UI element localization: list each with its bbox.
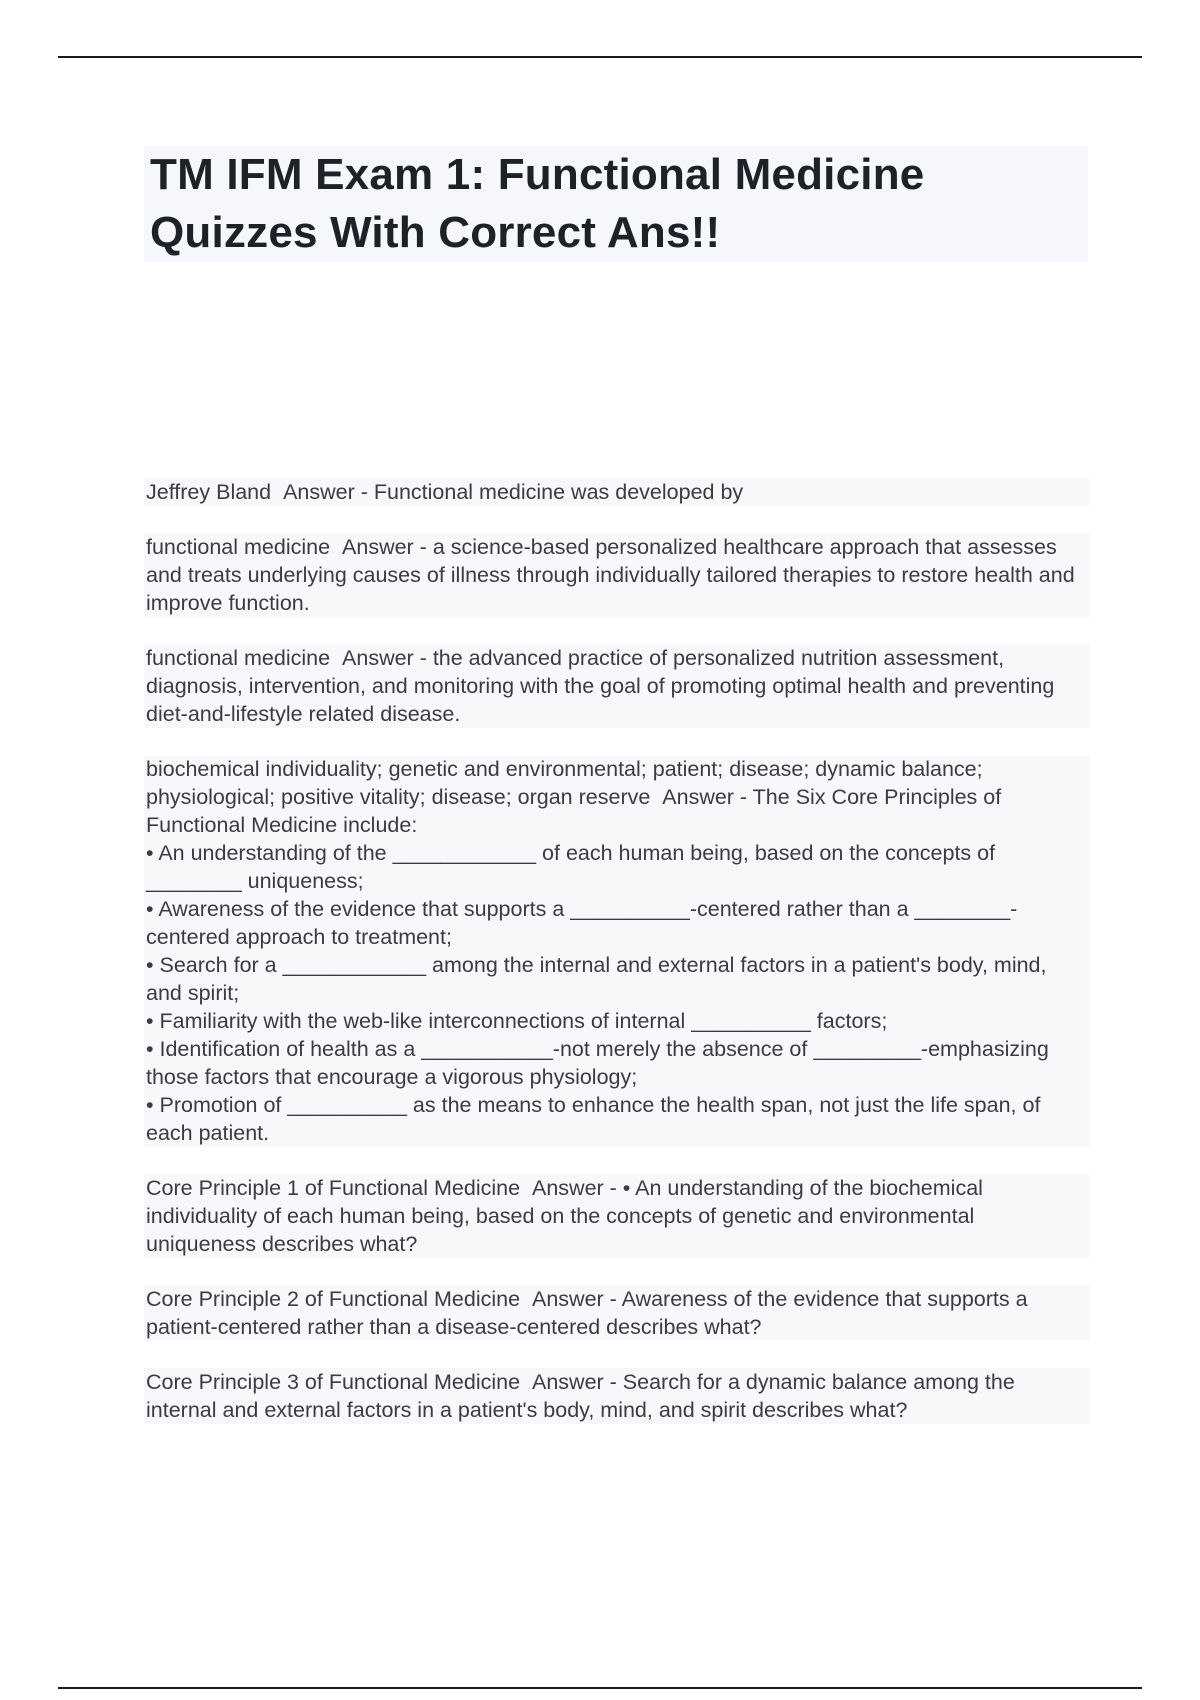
header-rule [58,56,1142,58]
entry-term: functional medicine [146,535,331,559]
entry-answer: Answer - Awareness of the evidence that supports a patient-centered rather than a disease-centered describes what? [146,1287,1028,1339]
flashcard-entry-1 [144,478,1090,506]
bullet-item: • Promotion of __________ as the means to enhance the health span, not just the life span, of each patient. [146,1093,1041,1145]
flashcard-entry-6 [144,1285,1090,1341]
title-line-2: Quizzes With Correct Ans!! [150,208,721,257]
entry-term: functional medicine [146,646,331,670]
entry-term: Jeffrey Bland [146,480,272,504]
entry-answer: Answer - Search for a dynamic balance among the internal and external factors in a patient's body, mind, and spirit describes what? [146,1370,1015,1422]
entry-answer: Answer - The Six Core Principles of Functional Medicine include: [146,785,1002,837]
bullet-item: • Familiarity with the web-like interconnections of internal __________ factors; [146,1009,888,1033]
entry-term: Core Principle 2 of Functional Medicine [146,1287,521,1311]
bullet-item: • Awareness of the evidence that supports a __________-centered rather than a ________-centered approach to treatment; [146,897,1018,949]
footer-rule [58,1687,1142,1689]
page-title [150,146,1082,262]
flashcard-entry-2 [144,533,1090,617]
entry-answer: Answer - the advanced practice of personalized nutrition assessment, diagnosis, intervention, and monitoring with the goal of promoting optimal health and preventing diet-and-lifestyle related disease. [146,646,1055,726]
bullet-item: • Search for a ____________ among the internal and external factors in a patient's body, mind, and spirit; [146,953,1047,1005]
flashcard-entry-5 [144,1174,1090,1258]
title-line-1: TM IFM Exam 1: Functional Medicine [150,150,925,199]
flashcard-entry-7 [144,1368,1090,1424]
entry-term: biochemical individuality; genetic and environmental; patient; disease; dynamic balance; physiological; positive vitality; disease; organ reserve [146,757,983,809]
flashcard-entry-4 [144,755,1090,1147]
flashcard-list [144,478,1090,1451]
entry-answer: Answer - a science-based personalized healthcare approach that assesses and treats underlying causes of illness through individually tailored therapies to restore health and improve function. [146,535,1075,615]
document-title [144,146,1088,262]
flashcard-entry-3 [144,644,1090,728]
entry-term: Core Principle 1 of Functional Medicine [146,1176,521,1200]
entry-answer: Answer - Functional medicine was developed by [283,480,744,504]
entry-term: Core Principle 3 of Functional Medicine [146,1370,521,1394]
entry-answer: Answer - • An understanding of the biochemical individuality of each human being, based on the concepts of genetic and environmental uniqueness describes what? [146,1176,983,1256]
bullet-item: • An understanding of the ____________ of each human being, based on the concepts of ________ uniqueness; [146,841,996,893]
bullet-item: • Identification of health as a ___________-not merely the absence of _________-emphasizing those factors that encourage a vigorous physiology; [146,1037,1049,1089]
